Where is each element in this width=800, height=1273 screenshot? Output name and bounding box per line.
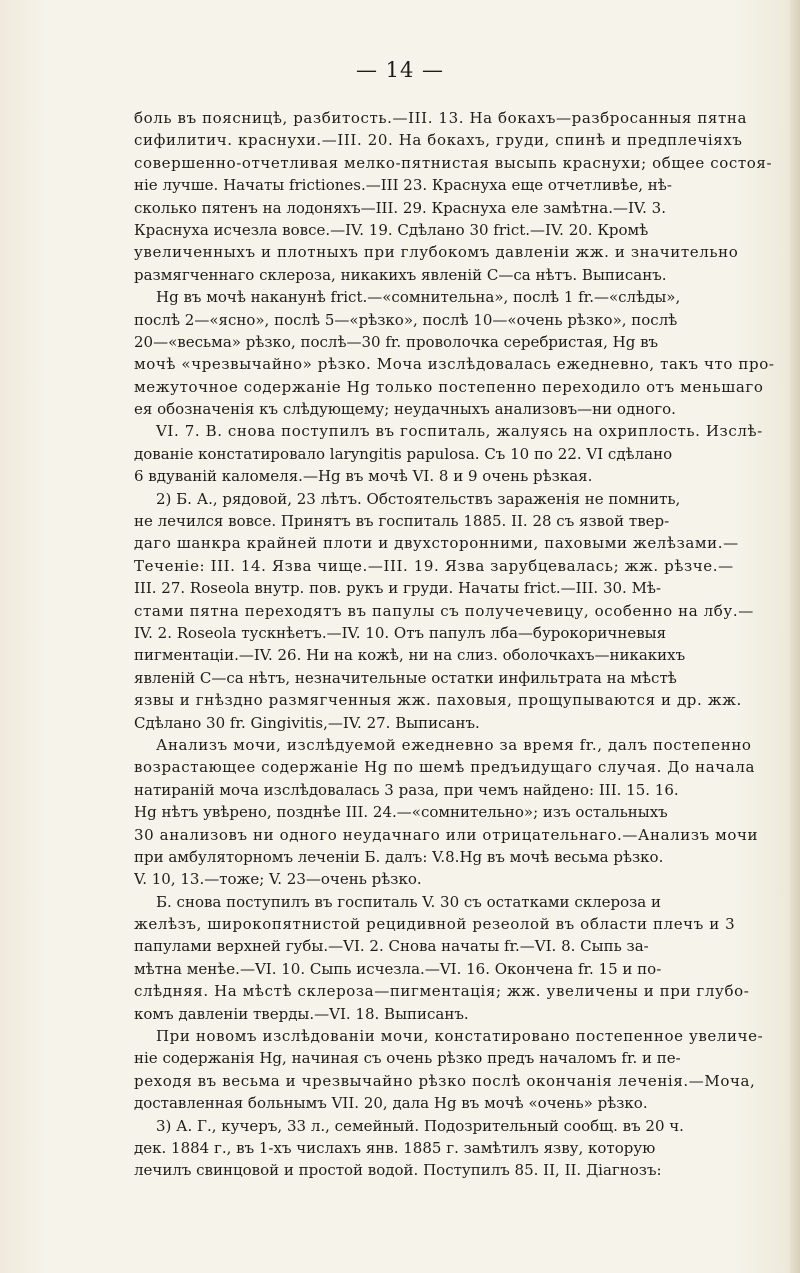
text-line: III. 27. Roseola внутр. пов. рукъ и груди. Начаты frict.—III. 30. Мѣ- xyxy=(134,579,662,598)
text-line: 3) А. Г., кучеръ, 33 л., семейный. Подозрительный сообщ. въ 20 ч. xyxy=(156,1116,684,1135)
text-line: сколько пятенъ на лодоняхъ—III. 29. Краснуха еле замѣтна.—IV. 3. xyxy=(134,198,666,217)
text-line: сифилитич. краснухи.—III. 20. На бокахъ, груди, спинѣ и предплечіяхъ xyxy=(134,131,743,150)
text-line: Hg въ мочѣ наканунѣ frict.—«сомнительна», послѣ 1 fr.—«слѣды», xyxy=(156,288,681,307)
text-line: Сдѣлано 30 fr. Gingivitis,—IV. 27. Выписанъ. xyxy=(134,713,480,732)
text-line: ея обозначенія къ слѣдующему; неудачныхъ анализовъ—ни одного. xyxy=(134,400,676,419)
text-line: увеличенныхъ и плотныхъ при глубокомъ давленіи жж. и значительно xyxy=(134,243,739,262)
text-line: послѣ 2—«ясно», послѣ 5—«рѣзко», послѣ 10—«очень рѣзко», послѣ xyxy=(134,310,678,329)
text-line: При новомъ изслѣдованіи мочи, констатировано постепенное увеличе- xyxy=(156,1027,764,1046)
text-line: возрастающее содержаніе Hg по шемѣ предъидущаго случая. До начала xyxy=(134,758,755,777)
text-line: стами пятна переходятъ въ папулы съ получечевицу, особенно на лбу.— xyxy=(134,601,754,620)
text-line: IV. 2. Roseola тускнѣетъ.—IV. 10. Отъ папулъ лба—бурокоричневыя xyxy=(134,623,667,642)
text-line: 6 вдуваній каломеля.—Hg въ мочѣ VI. 8 и 9 очень рѣзкая. xyxy=(134,467,593,486)
text-line: VI. 7. В. снова поступилъ въ госпиталь, жалуясь на охриплость. Изслѣ- xyxy=(156,422,763,441)
text-line: 20—«весьма» рѣзко, послѣ—30 fr. проволочка серебристая, Hg въ xyxy=(134,332,659,351)
text-line: папулами верхней губы.—VI. 2. Снова начаты fr.—VI. 8. Сыпь за- xyxy=(134,937,649,956)
text-line: пигментаціи.—IV. 26. Ни на кожѣ, ни на слиз. оболочкахъ—никакихъ xyxy=(134,646,686,665)
text-line: доставленная больнымъ VII. 20, дала Hg въ мочѣ «очень» рѣзко. xyxy=(134,1094,648,1113)
text-line: Краснуха исчезла вовсе.—IV. 19. Сдѣлано 30 frict.—IV. 20. Кромѣ xyxy=(134,220,649,239)
text-line: язвы и гнѣздно размягченныя жж. паховыя, прощупываются и др. жж. xyxy=(134,691,742,710)
text-line: даго шанкра крайней плоти и двухсторонними, паховыми желѣзами.— xyxy=(134,534,739,553)
body-text xyxy=(134,107,784,1182)
text-line: Hg нѣтъ увѣрено, позднѣе III. 24.—«сомнительно»; изъ остальныхъ xyxy=(134,803,668,822)
text-line: ніе лучше. Начаты frictiones.—III 23. Краснуха еще отчетливѣе, нѣ- xyxy=(134,176,672,195)
text-line: дованіе констатировало laryngitis papulosa. Съ 10 по 22. VI сдѣлано xyxy=(134,444,673,463)
text-line: совершенно-отчетливая мелко-пятнистая высыпь краснухи; общее состоя- xyxy=(134,153,773,172)
text-line: межуточное содержаніе Hg только постепенно переходило отъ меньшаго xyxy=(134,377,764,396)
page-number: — 14 — xyxy=(355,58,445,82)
text-line: Б. снова поступилъ въ госпиталь V. 30 съ остатками склероза и xyxy=(156,892,662,911)
text-line: реходя въ весьма и чрезвычайно рѣзко послѣ окончанія леченія.—Моча, xyxy=(134,1071,756,1090)
page-edge xyxy=(790,0,800,1273)
text-line: мѣтна менѣе.—VI. 10. Сыпь исчезла.—VI. 16. Окончена fr. 15 и по- xyxy=(134,959,662,978)
text-line: боль въ поясницѣ, разбитость.—III. 13. На бокахъ—разбросанныя пятна xyxy=(134,109,748,127)
text-line: желѣзъ, широкопятнистой рецидивной резеолой въ области плечъ и 3 xyxy=(134,915,736,934)
text-line: 2) Б. А., рядовой, 23 лѣтъ. Обстоятельствъ зараженія не помнить, xyxy=(156,489,681,508)
text-line: ніе содержанія Hg, начиная съ очень рѣзко предъ началомъ fr. и пе- xyxy=(134,1049,681,1068)
text-line: V. 10, 13.—тоже; V. 23—очень рѣзко. xyxy=(134,870,422,889)
text-line: натираній моча изслѣдовалась 3 раза, при чемъ найдено: III. 15. 16. xyxy=(134,780,679,799)
text-line: при амбуляторномъ леченіи Б. далъ: V.8.Hg въ мочѣ весьма рѣзко. xyxy=(134,847,664,866)
text-line: Анализъ мочи, изслѣдуемой ежедневно за время fr., далъ постепенно xyxy=(156,735,752,754)
text-line: явленій С—са нѣтъ, незначительные остатки инфильтрата на мѣстѣ xyxy=(134,668,677,687)
text-line: 30 анализовъ ни одного неудачнаго или отрицательнаго.—Анализъ мочи xyxy=(134,825,759,844)
text-line: комъ давленіи тверды.—VI. 18. Выписанъ. xyxy=(134,1004,469,1023)
text-line: не лечился вовсе. Принятъ въ госпиталь 1885. II. 28 съ язвой твер- xyxy=(134,512,670,531)
text-line: слѣдняя. На мѣстѣ склероза—пигментація; жж. увеличены и при глубо- xyxy=(134,982,750,1001)
text-line: дек. 1884 г., въ 1-хъ числахъ янв. 1885 г. замѣтилъ язву, которую xyxy=(134,1138,656,1157)
text-line: Теченіе: III. 14. Язва чище.—III. 19. Язва зарубцевалась; жж. рѣзче.— xyxy=(134,556,734,575)
text-line: лечилъ свинцовой и простой водой. Поступилъ 85. II, II. Діагнозъ: xyxy=(134,1161,662,1180)
text-line: мочѣ «чрезвычайно» рѣзко. Моча изслѣдовалась ежедневно, такъ что про- xyxy=(134,355,775,374)
text-line: размягченнаго склероза, никакихъ явленій С—са нѣтъ. Выписанъ. xyxy=(134,265,667,284)
